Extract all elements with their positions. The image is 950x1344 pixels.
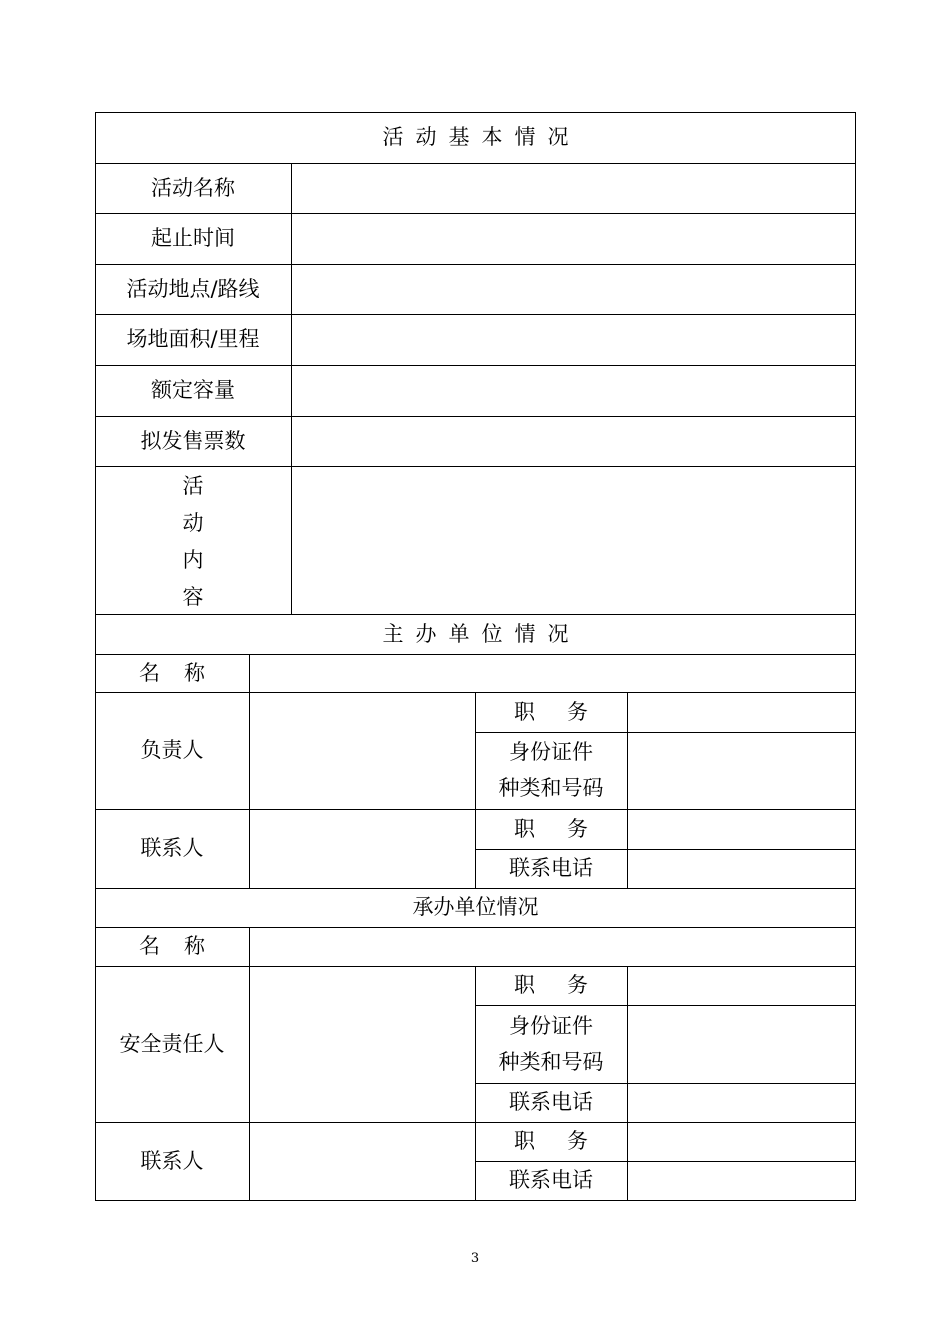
activity-form-table <box>95 112 856 1202</box>
content-field[interactable] <box>291 466 856 614</box>
undertaker-safety-phone-field[interactable] <box>627 1083 856 1122</box>
organizer-contact-position-field[interactable] <box>627 809 856 849</box>
undertaker-safety-phone-label: 联系电话 <box>509 1090 593 1114</box>
organizer-name-label: 名称 <box>139 660 229 685</box>
content-label <box>95 466 291 614</box>
undertaker-safety-position-label: 职务 <box>514 973 620 997</box>
undertaker-contact-phone-label: 联系电话 <box>509 1168 593 1192</box>
organizer-leader-position-label: 职务 <box>514 699 620 724</box>
area-field[interactable] <box>291 314 856 365</box>
undertaker-name-field[interactable] <box>249 927 856 966</box>
table-border-bottom <box>95 1200 856 1201</box>
undertaker-contact-name-field[interactable] <box>249 1122 475 1200</box>
activity-name-field[interactable] <box>291 163 856 213</box>
content-label-char: 内 <box>182 548 204 572</box>
undertaker-safety-id-field[interactable] <box>627 1005 856 1083</box>
section-title-undertaker: 承办单位情况 <box>412 895 539 919</box>
organizer-contact-phone-field[interactable] <box>627 849 856 888</box>
time-range-field[interactable] <box>291 213 856 264</box>
organizer-contact-phone-label: 联系电话 <box>509 856 593 880</box>
content-label-char: 活 <box>182 474 204 498</box>
capacity-label: 额定容量 <box>151 378 235 402</box>
undertaker-safety-label: 安全责任人 <box>119 1031 225 1056</box>
capacity-field[interactable] <box>291 365 856 416</box>
undertaker-safety-position-field[interactable] <box>627 966 856 1005</box>
undertaker-contact-position-label: 职务 <box>514 1129 620 1153</box>
undertaker-contact-phone-field[interactable] <box>627 1161 856 1200</box>
undertaker-safety-name-field[interactable] <box>249 966 475 1122</box>
section-title-organizer: 主办单位情况 <box>382 621 581 646</box>
id-label-line: 身份证件 <box>509 740 593 764</box>
activity-name-label: 活动名称 <box>151 175 235 200</box>
section-title-basic: 活动基本情况 <box>382 125 581 149</box>
undertaker-safety-id-label <box>475 1005 627 1083</box>
tickets-label: 拟发售票数 <box>140 428 246 453</box>
id-label-line: 种类和号码 <box>498 776 604 800</box>
organizer-leader-position-field[interactable] <box>627 692 856 732</box>
organizer-leader-label: 负责人 <box>140 738 204 762</box>
id-label-line: 种类和号码 <box>498 1049 604 1074</box>
id-label-line: 身份证件 <box>509 1013 593 1038</box>
organizer-leader-id-field[interactable] <box>627 732 856 809</box>
organizer-contact-position-label: 职务 <box>514 816 620 841</box>
undertaker-contact-label: 联系人 <box>140 1148 204 1173</box>
location-label: 活动地点/路线 <box>126 276 260 301</box>
area-label: 场地面积/里程 <box>126 327 260 351</box>
content-label-char: 动 <box>182 511 204 535</box>
undertaker-contact-position-field[interactable] <box>627 1122 856 1161</box>
content-label-char: 容 <box>182 585 204 609</box>
organizer-contact-label: 联系人 <box>140 836 204 860</box>
organizer-leader-id-label <box>475 732 627 809</box>
location-field[interactable] <box>291 264 856 314</box>
page-number: 3 <box>470 1251 480 1266</box>
organizer-name-field[interactable] <box>249 654 856 692</box>
time-range-label: 起止时间 <box>151 226 235 250</box>
organizer-contact-name-field[interactable] <box>249 809 475 888</box>
organizer-leader-name-field[interactable] <box>249 692 475 809</box>
tickets-field[interactable] <box>291 416 856 466</box>
undertaker-name-label: 名称 <box>139 934 229 958</box>
